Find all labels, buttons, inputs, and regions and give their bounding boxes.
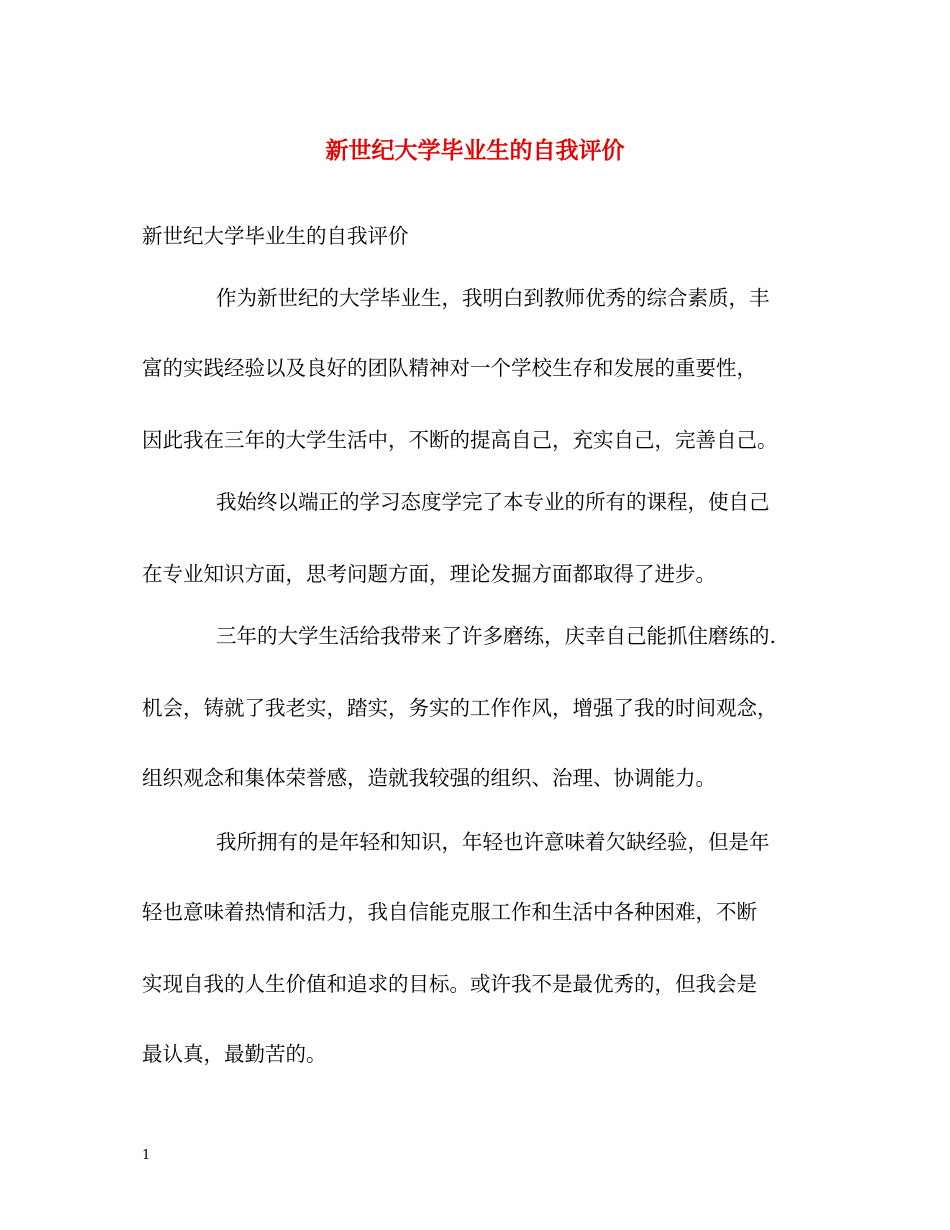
paragraph-line: 实现自我的人生价值和追求的目标。或许我不是最优秀的，但我会是 xyxy=(142,972,757,996)
paragraph-line: 最认真，最勤苦的。 xyxy=(142,1042,327,1066)
document-subtitle: 新世纪大学毕业生的自我评价 xyxy=(142,224,409,248)
paragraph-line: 组织观念和集体荣誉感，造就我较强的组织、治理、协调能力。 xyxy=(142,766,716,790)
paragraph-line: 富的实践经验以及良好的团队精神对一个学校生存和发展的重要性， xyxy=(142,356,757,380)
paragraph-line: 在专业知识方面，思考问题方面，理论发掘方面都取得了进步。 xyxy=(142,562,716,586)
document-title: 新世纪大学毕业生的自我评价 xyxy=(325,137,625,164)
paragraph-line: 作为新世纪的大学毕业生，我明白到教师优秀的综合素质，丰 xyxy=(216,286,770,310)
paragraph-line: 三年的大学生活给我带来了许多磨练，庆幸自己能抓住磨练的. xyxy=(216,624,777,648)
paragraph-line: 我始终以端正的学习态度学完了本专业的所有的课程，使自己 xyxy=(216,490,770,514)
page-number: 1 xyxy=(142,1148,151,1163)
paragraph-line: 因此我在三年的大学生活中，不断的提高自己，充实自己，完善自己。 xyxy=(142,428,778,452)
paragraph-line: 机会，铸就了我老实，踏实，务实的工作作风，增强了我的时间观念， xyxy=(142,696,778,720)
paragraph-line: 我所拥有的是年轻和知识，年轻也许意味着欠缺经验，但是年 xyxy=(216,830,770,854)
paragraph-line: 轻也意味着热情和活力，我自信能克服工作和生活中各种困难，不断 xyxy=(142,900,757,924)
